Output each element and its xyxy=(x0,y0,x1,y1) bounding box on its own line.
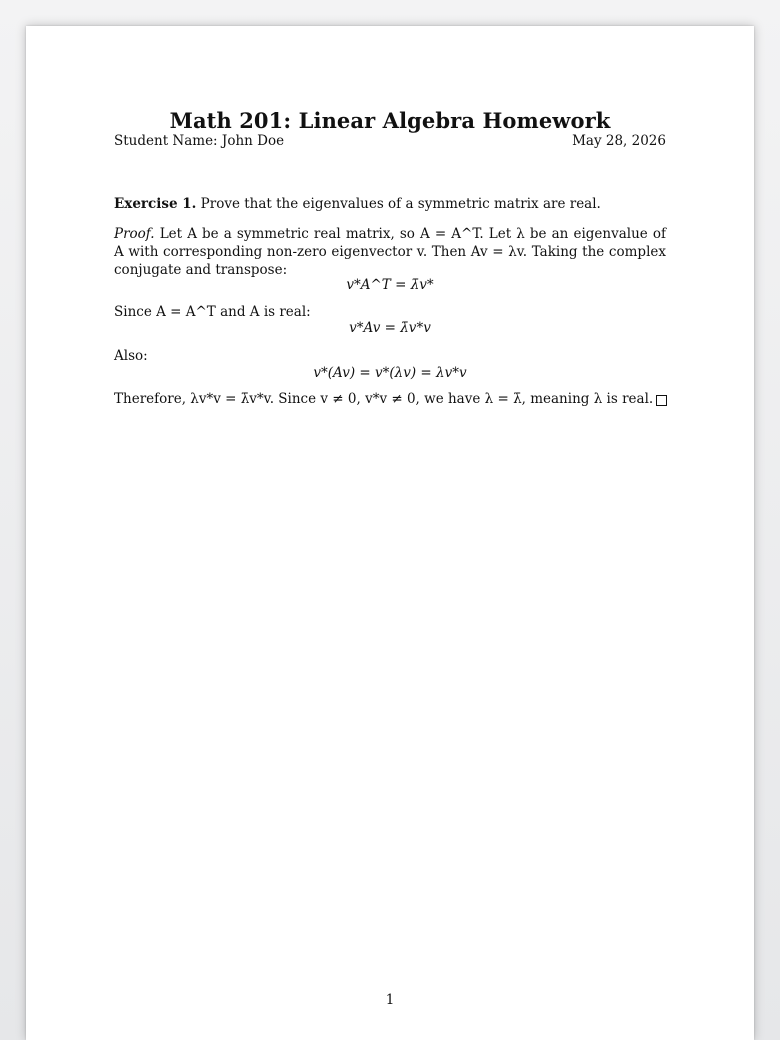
student-name: Student Name: John Doe xyxy=(114,133,285,149)
document-page xyxy=(26,26,754,1040)
equation-1: v*A^T = λ̄v* xyxy=(346,277,434,293)
document-title: Math 201: Linear Algebra Homework xyxy=(169,108,611,133)
exercise-text: Prove that the eigenvalues of a symmetric matrix are real. xyxy=(200,196,601,212)
qed-square-icon xyxy=(656,395,667,406)
equation-2: v*Av = λ̄v*v xyxy=(349,320,431,336)
proof-label: Proof. xyxy=(114,226,155,242)
also-text: Also: xyxy=(114,348,148,364)
exercise-label: Exercise 1. xyxy=(114,196,197,212)
since-text: Since A = A^T and A is real: xyxy=(114,304,311,320)
document-date: May 28, 2026 xyxy=(572,133,666,149)
proof-text: Let A be a symmetric real matrix, so A = A^T. Let λ be an eigenvalue of A with corresponding non-zero eigenvector v. Then Av = λv. Taking the complex conjugate and transpose: xyxy=(114,226,666,278)
page-number: 1 xyxy=(385,992,395,1008)
exercise-statement xyxy=(114,195,666,213)
header-meta xyxy=(114,133,666,149)
conclusion-text: Therefore, λv*v = λ̄v*v. Since v ≠ 0, v*v ≠ 0, we have λ = λ̄, meaning λ is real. xyxy=(114,391,654,407)
equation-3: v*(Av) = v*(λv) = λv*v xyxy=(313,365,467,381)
proof-paragraph xyxy=(114,225,666,279)
